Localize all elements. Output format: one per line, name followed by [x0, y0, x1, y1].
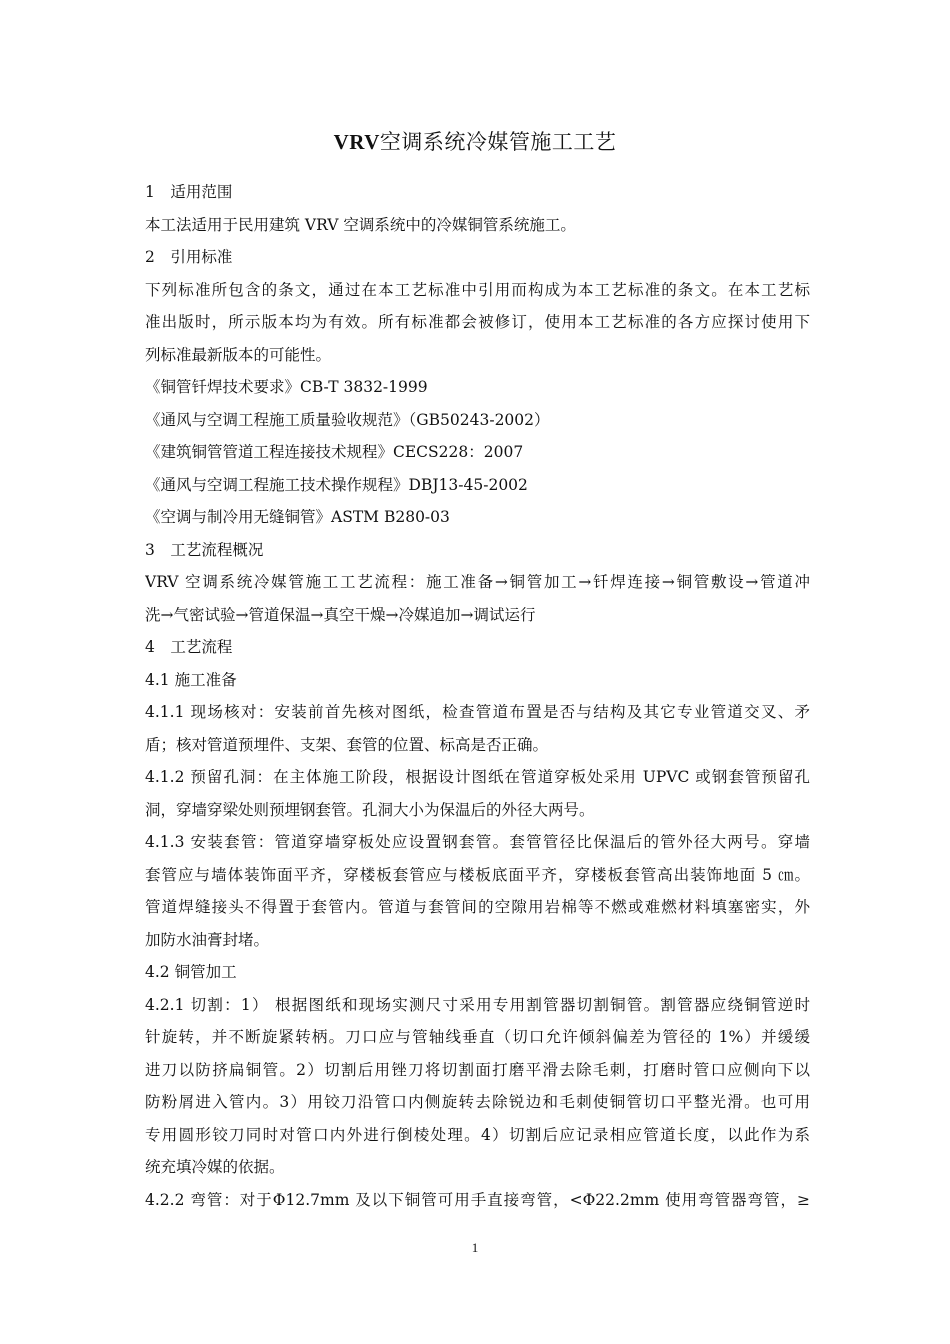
text-line: 洗→气密试验→管道保温→真空干燥→冷媒追加→调试运行	[145, 605, 536, 624]
text-line: 《通风与空调工程施工质量验收规范》（GB50243-2002）	[145, 410, 550, 429]
text-line: 加防水油膏封堵。	[145, 930, 270, 949]
text-line: 4 工艺流程	[145, 638, 233, 656]
text-line: 《通风与空调工程施工技术操作规程》DBJ13-45-2002	[145, 475, 528, 494]
text-line: VRV 空调系统冷媒管施工工艺流程：施工准备→铜管加工→钎焊连接→铜管敷设→管道冲	[145, 573, 810, 591]
text-line: 针旋转，并不断旋紧转柄。刀口应与管轴线垂直（切口允许倾斜偏差为管径的 1%）并缓缓	[145, 1028, 810, 1046]
text-line: 《建筑铜管管道工程连接技术规程》CECS228：2007	[145, 443, 524, 461]
text-line: 盾；核对管道预埋件、支架、套管的位置、标高是否正确。	[145, 735, 549, 754]
text-line: 套管应与墙体装饰面平齐，穿楼板套管应与楼板底面平齐，穿楼板套管高出装饰地面 5 ㎝。	[145, 865, 810, 884]
title-text: 空调系统冷媒管施工工艺	[379, 130, 617, 154]
text-line: 列标准最新版本的可能性。	[145, 345, 332, 364]
text-line: 2 引用标准	[145, 248, 233, 266]
text-line: 管道焊缝接头不得置于套管内。管道与套管间的空隙用岩棉等不燃或难燃材料填塞密实，外	[145, 898, 810, 916]
text-line: 4.1 施工准备	[145, 670, 237, 689]
text-line: 防粉屑进入管内。3）用铰刀沿管口内侧旋转去除锐边和毛刺使铜管切口平整光滑。也可用	[145, 1093, 810, 1111]
text-line: 1 适用范围	[145, 183, 233, 201]
text-line: 3 工艺流程概况	[145, 540, 264, 559]
text-line: 4.2.2 弯管：对于Φ12.7mm 及以下铜管可用手直接弯管，<Φ22.2mm 使用弯管器弯管，≥	[145, 1190, 810, 1209]
text-line: 本工法适用于民用建筑 VRV 空调系统中的冷媒铜管系统施工。	[145, 215, 576, 234]
document-body	[145, 176, 810, 1216]
text-line: 洞，穿墙穿梁处则预埋钢套管。孔洞大小为保温后的外径大两号。	[145, 800, 595, 819]
text-line: 进刀以防挤扁铜管。2）切割后用锉刀将切割面打磨平滑去除毛刺，打磨时管口应侧向下以	[145, 1060, 810, 1079]
text-line: 《空调与制冷用无缝铜管》ASTM B280-03	[145, 508, 450, 526]
text-line: 《铜管钎焊技术要求》CB-T 3832-1999	[145, 378, 428, 396]
text-line: 4.1.3 安装套管：管道穿墙穿板处应设置钢套管。套管管径比保温后的管外径大两号。穿墙	[145, 833, 810, 851]
text-line: 专用圆形铰刀同时对管口内外进行倒棱处理。4）切割后应记录相应管道长度，以此作为系	[145, 1125, 810, 1144]
page-title	[0, 127, 950, 157]
text-line: 下列标准所包含的条文，通过在本工艺标准中引用而构成为本工艺标准的条文。在本工艺标	[145, 280, 810, 299]
text-line: 准出版时，所示版本均为有效。所有标准都会被修订，使用本工艺标准的各方应探讨使用下	[145, 313, 810, 331]
text-line: 4.1.2 预留孔洞：在主体施工阶段，根据设计图纸在管道穿板处采用 UPVC 或钢套管预留孔	[145, 768, 810, 786]
text-line: 4.2 铜管加工	[145, 963, 237, 981]
title-latin: VRV	[333, 130, 380, 154]
text-line: 统充填冷媒的依据。	[145, 1158, 285, 1176]
page-number: 1	[471, 1240, 479, 1255]
text-line: 4.2.1 切割：1） 根据图纸和现场实测尺寸采用专用割管器切割铜管。割管器应绕铜管逆时	[145, 995, 810, 1014]
text-line: 4.1.1 现场核对：安装前首先核对图纸，检查管道布置是否与结构及其它专业管道交叉、矛	[145, 703, 810, 721]
